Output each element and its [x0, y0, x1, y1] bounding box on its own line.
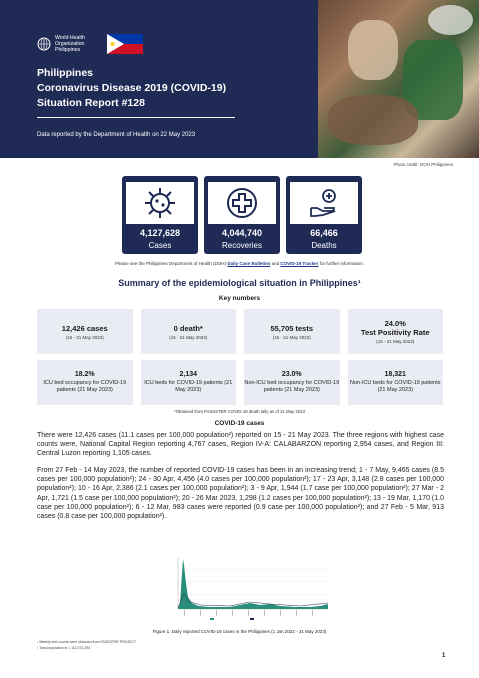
stat-value: 12,426 cases [61, 323, 108, 333]
stat-value: 55,705 tests [270, 323, 314, 333]
cases-heading: COVID-19 cases [214, 420, 265, 427]
philippines-flag-icon [107, 34, 143, 54]
who-emblem-icon [37, 37, 51, 51]
page-number: 1 [442, 653, 446, 659]
photo-credit: Photo credit: DOH Philippines [393, 162, 453, 167]
kpi-cases-label: Cases [148, 241, 172, 250]
stat-period: (15 - 21 May 2023) [65, 334, 104, 340]
cases-paragraph-2: From 27 Feb - 14 May 2023, the number of reported COVID-19 cases has been in an increasing trend; 1 - 7 May, 9,465 cases (8.5 cases per 100,000 population²); 24 - 30 Apr, 4,456 (4.0 cases per 100,000 population²); 17 - 23 Apr, 3,148 (2.8 cases per 100,000 population²); 10 - 16 Apr, 2,386 (2.1 cases per 100,000 population²); 3 - 9 Apr, 1,944 (1.7 case per 100,000 population²); 27 Mar - 2 Apr, 1,721 (1.5 case per 100,000 population²); 20 - 26 Mar 2023, 1,298 (1.2 cases per 100,000 population²); 13 - 19 Mar, 1,170 (1.0 case per 100,000 population²); 6 - 12 Mar, 983 cases were reported (0.9 case per 100,000 population²); and 27 Feb - 5 Mar, 913 cases (0.8 case per 100,000 population²). [37, 467, 444, 521]
header-photo [318, 0, 479, 158]
chart-cases-area [178, 559, 328, 609]
chart-legend-swatch-cases [210, 618, 214, 620]
who-logo [37, 35, 99, 53]
stat-positivity-rate [348, 309, 444, 354]
stat-weekly-tests [244, 309, 340, 354]
summary-heading: Summary of the epidemiological situation in Philippines¹ [118, 278, 361, 288]
figure-caption: Figure 1. Daily reported COVID-19 cases in the Philippines (1 Jan 2022 - 21 May 2023) [152, 629, 327, 634]
footnote-1: ¹ Weekly and counts were obtained from FASSSTER PROJECT [37, 640, 137, 644]
daily-bulletin-link[interactable]: Daily Case Bulletins [227, 261, 271, 266]
title-divider [37, 117, 235, 118]
stat-value: 23.0% [281, 371, 302, 378]
info-note-prefix: Please see the Philippines Department of Health (DOH) [115, 261, 227, 266]
stat-value: 18.2% [74, 371, 95, 378]
kpi-recoveries [204, 176, 280, 254]
key-numbers-grid [37, 309, 443, 411]
stats-row-weekly [37, 309, 443, 354]
kpi-cases-value: 4,127,628 [139, 228, 181, 238]
daily-cases-chart [170, 553, 330, 623]
title-report-number: Situation Report #128 [37, 97, 145, 109]
kpi-cards [122, 176, 362, 254]
title-disease: Coronavirus Disease 2019 (COVID-19) [37, 82, 227, 94]
report-header [0, 0, 479, 158]
stat-value: 2,134 [179, 371, 198, 378]
stat-value: 0 death* [173, 323, 203, 333]
stat-icu-beds [141, 360, 237, 405]
stat-value: 18,321 [384, 371, 406, 378]
info-note-suffix: for further information. [319, 261, 364, 266]
title-country: Philippines [37, 67, 94, 79]
kpi-deaths-value: 66,466 [310, 228, 338, 238]
stat-description: Non-ICU bed occupancy for COVID-19 patients (21 May 2023) [244, 380, 340, 393]
medical-cross-icon [225, 186, 259, 220]
kpi-recoveries-label: Recoveries [221, 241, 262, 250]
key-numbers-heading: Key numbers [218, 295, 261, 302]
kpi-cases [122, 176, 198, 254]
stat-period: (15 - 21 May 2023) [376, 339, 415, 344]
hand-cross-icon [307, 186, 341, 220]
info-note [0, 261, 479, 266]
logo-row [37, 34, 143, 54]
stat-weekly-cases [37, 309, 133, 354]
death-tally-footnote: *Obtained from FASSSTER COVID-19 death tally as of 21 May 2023 [174, 409, 305, 414]
kpi-deaths [286, 176, 362, 254]
report-title [37, 66, 226, 111]
stat-non-icu-occupancy [244, 360, 340, 405]
stat-icu-occupancy [37, 360, 133, 405]
info-note-and: and [271, 261, 280, 266]
kpi-recoveries-value: 4,044,740 [221, 228, 263, 238]
kpi-deaths-label: Deaths [311, 241, 337, 250]
footnote-2: ² Total population is = 111,572,254 [37, 646, 91, 650]
chart-legend-swatch-average [250, 618, 254, 620]
stat-description: ICU beds for COVID-19 patients (21 May 2023) [144, 380, 233, 393]
stats-row-beds [37, 360, 443, 405]
stat-title: Test Positivity Rate [360, 328, 430, 337]
who-logo-text: World Health Organization Philippines [55, 35, 85, 53]
stat-period: (15 - 21 May 2023) [169, 334, 208, 340]
stat-period: (15 - 21 May 2023) [272, 334, 311, 340]
covid-tracker-link[interactable]: COVID-19 Tracker [280, 261, 319, 266]
cases-paragraph-1: There were 12,426 cases (11.1 cases per 100,000 population²) reported on 15 - 21 May 2023. The three regions with highest case counts were, National Capital Region reporting 4,767 cases, Region IV-A: CALABARZON reporting 2,954 cases, and Region III: Central Luzon reporting 1,105 cases. [37, 432, 444, 458]
stat-non-icu-beds [348, 360, 444, 405]
stat-description: ICU bed occupancy for COVID-19 patients (21 May 2023) [43, 380, 127, 393]
chart-x-ticks [184, 610, 312, 616]
stat-description: Non-ICU beds for COVID-19 patients (21 May 2023) [350, 380, 441, 393]
stat-weekly-deaths [141, 309, 237, 354]
data-source-line: Data reported by the Department of Health on 22 May 2023 [37, 132, 196, 138]
chart-gridlines [178, 569, 328, 595]
stat-value: 24.0% [384, 319, 406, 328]
virus-icon [143, 186, 177, 220]
